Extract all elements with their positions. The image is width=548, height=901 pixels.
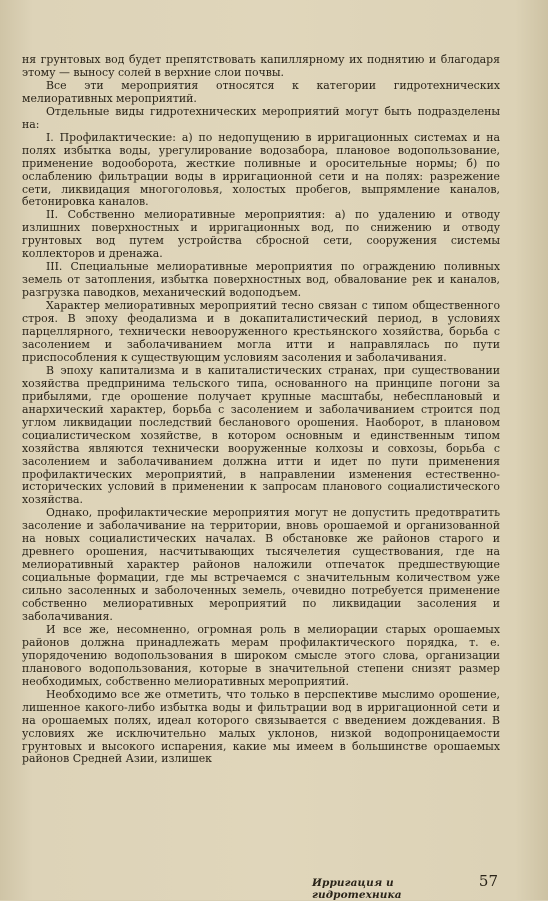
paragraph: II. Собственно мелиоративные мероприятия: а) по удалению и отводу излишних поверхностных и ирригационных вод, по снижению и отводу грунтовых вод путем устройства сбросной сети, сооружения системы коллекторов и дренажа. <box>22 208 500 261</box>
paragraph: В эпоху капитализма и в капиталистических странах, при существовании хозяйства предпринима тельского типа, основанного на принципе погони за прибылями, где орошение получает крупные масштабы, небесплановый и анархический характер, борьба с засолением и заболачиванием строится под углом ликвидации последствий бесланового орошения. Наоборот, в плановом социалистическом хозяйстве, в котором основным и единственным типом хозяйства являются технически вооруженные колхозы и совхозы, борьба с засолением и заболачиванием должна итти и идет по пути применения профилактических мероприятий, в направлении изменения естественно-исторических условий в применении к запросам планового социалистического хозяйства. <box>22 363 500 507</box>
paragraph: Все эти мероприятия относятся к категории гидротехнических мелиоративных мероприятий. <box>22 78 500 105</box>
paragraph: Характер мелиоративных мероприятий тесно связан с типом общественного строя. В эпоху феодализма и в докапиталистический период, в условиях парцеллярного, технически невооруженного крестьянского хозяйства, борьба с засолением и заболачиванием могла итти и направлялась по пути приспособления к существующим условиям засоления и заболачивания. <box>22 299 500 364</box>
paragraph: Необходимо все же отметить, что только в перспективе мыслимо орошение, лишенное какого-либо избытка воды и фильтрации вод в ирригационной сети и на орошаемых полях, идеал которого связывается с введением дождевания. В условиях же исключительно малых уклонов, низкой водопроницаемости грунтовых и высокого испарения, какие мы имеем в большинстве орошаемых районов Средней Азии, излишек <box>22 687 500 766</box>
running-title: Ирригация и гидротехника <box>312 877 402 901</box>
page-footer <box>312 872 498 901</box>
page-number: 57 <box>478 872 498 890</box>
paragraph: ня грунтовых вод будет препятствовать капиллярному их поднятию и благодаря этому — выносу солей в верхние слои почвы. <box>22 53 500 79</box>
paragraph: I. Профилактические: а) по недопущению в ирригационных системах и на полях избытка воды, урегулирование водозабора, плановое водопользование, применение водооборота, жесткие поливные и оросительные нормы; б) по ослаблению фильтрации воды в ирригационной сети и на полях: разрежение сети, ликвидация многоголовья, холостых пробегов, выпрямление каналов, бетонировка каналов. <box>22 130 500 209</box>
paragraph: III. Специальные мелиоративные мероприятия по ограждению поливных земель от затопления, избытка поверхностных вод, обвалование рек и каналов, разгрузка паводков, механический водоподъем. <box>22 260 500 300</box>
paragraph: Отдельные виды гидротехнических мероприятий могут быть подразделены на: <box>22 104 500 131</box>
body-text <box>22 54 500 766</box>
paragraph: Однако, профилактические мероприятия могут не допустить предотвратить засоление и заболачивание на территории, вновь орошаемой и организованной на новых социалистических началах. В обстановке же районов старого и древнего орошения, насчитывающих тысячелетия существования, где на мелиоративный характер районов наложили отпечаток предшествующие социальные формации, где мы встречаемся с значительным количеством уже сильно засоленных и заболоченных земель, очевидно потребуется применение собственно мелиоративных мероприятий по ликвидации засоления и заболачивания. <box>22 506 500 623</box>
paragraph: И все же, несомненно, огромная роль в мелиорации старых орошаемых районов должна принадлежать мерам профилактического порядка, т. е. упорядочению водопользования в широком смысле этого слова, организации планового водопользования, которые в значительной степени снизят размер необходимых, собственно мелиоративных мероприятий. <box>22 622 500 688</box>
